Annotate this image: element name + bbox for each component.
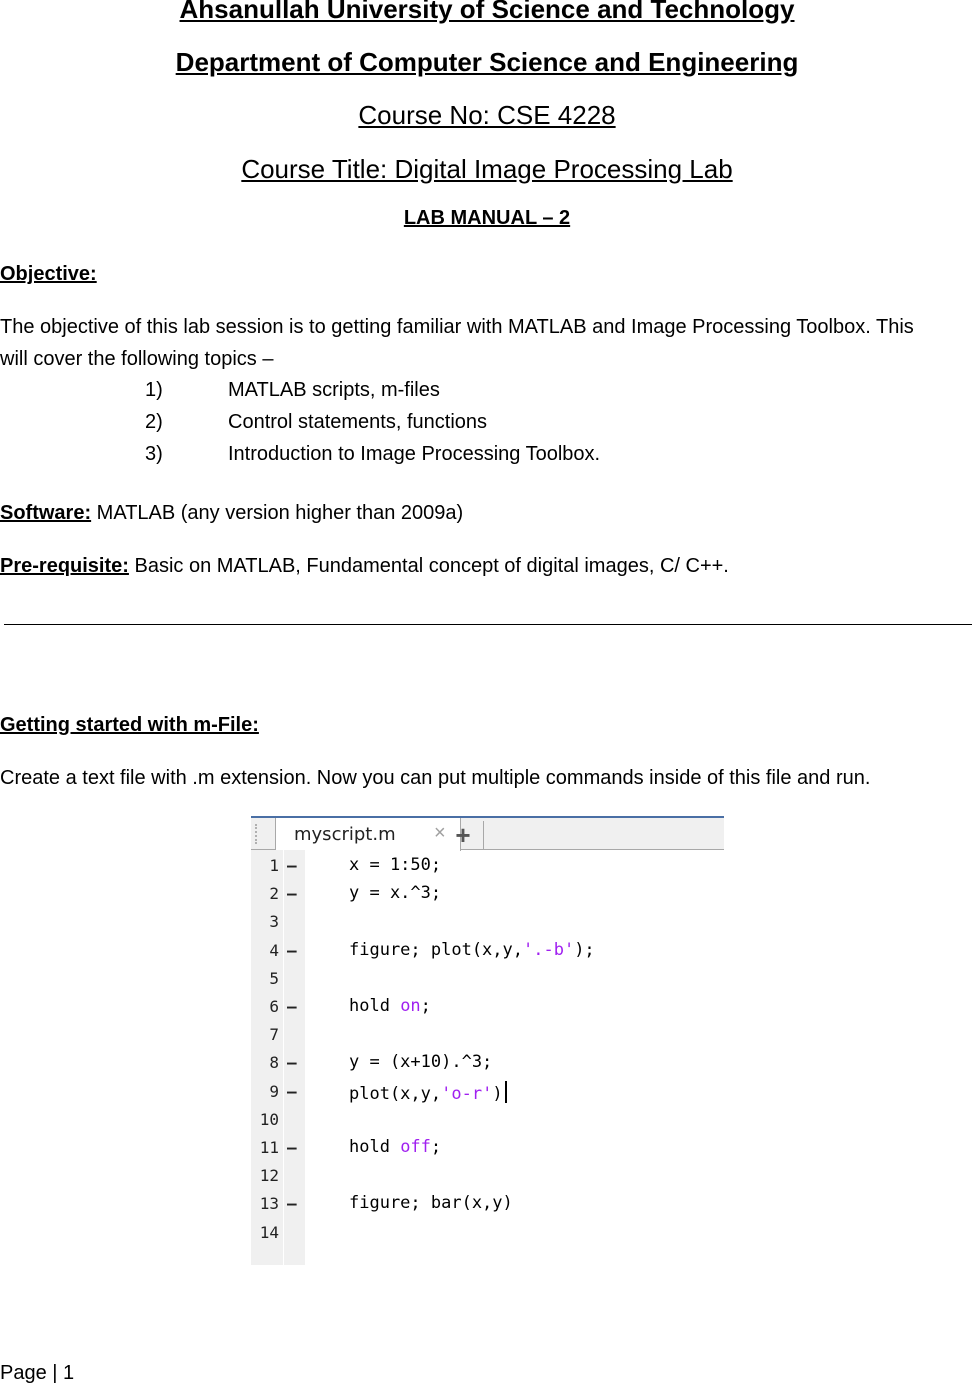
code-line (349, 1081, 507, 1104)
objective-heading: Objective: (0, 263, 97, 285)
code-line (349, 1137, 441, 1157)
line-number: 13 (259, 1194, 279, 1214)
code-text: plot(x,y, (349, 1083, 442, 1104)
topic-number: 1) (145, 379, 163, 401)
code-line (349, 940, 595, 960)
line-number: 2 (269, 884, 279, 904)
line-number: 6 (269, 997, 279, 1016)
code-line (349, 996, 431, 1016)
objective-line-2: will cover the following topics – (0, 348, 274, 370)
code-text: hold (349, 1137, 401, 1157)
line-number: 8 (269, 1053, 279, 1073)
prerequisite-text: Basic on MATLAB, Fundamental concept of digital images, C/ C++. (128, 555, 729, 577)
software-text: MATLAB (any version higher than 2009a) (91, 502, 464, 524)
line-number: 11 (259, 1138, 279, 1157)
breakpoint-dash: – (287, 1138, 297, 1157)
university-title: Ahsanullah University of Science and Technology (179, 0, 795, 24)
code-text: y = (x+10).^3; (349, 1052, 493, 1073)
page-number: Page | 1 (0, 1362, 75, 1384)
code-line (349, 855, 441, 875)
code-string: 'o-r' (441, 1083, 493, 1104)
line-number: 1 (269, 856, 279, 875)
code-text: ; (420, 996, 431, 1016)
line-number: 9 (269, 1081, 279, 1101)
code-line (349, 883, 441, 903)
prerequisite-label: Pre-requisite: (0, 555, 129, 577)
topic-number: 2) (145, 411, 163, 433)
line-number: 12 (259, 1166, 279, 1186)
code-text: ) (492, 1083, 503, 1104)
gutter-separator (283, 850, 284, 1265)
code-text: ); (574, 939, 595, 960)
prerequisite-line (0, 550, 729, 582)
code-line (349, 1193, 513, 1213)
line-number: 4 (269, 940, 279, 960)
software-line (0, 497, 463, 529)
code-text: hold (349, 996, 401, 1016)
breakpoint-dash: – (287, 1194, 297, 1214)
department-title: Department of Computer Science and Engineering (175, 47, 799, 77)
topic-number: 3) (145, 443, 163, 465)
breakpoint-dash: – (287, 1053, 297, 1073)
code-string: off (400, 1137, 431, 1157)
course-number: Course No: CSE 4228 (358, 100, 616, 130)
code-string: on (400, 996, 421, 1016)
lab-manual-title: LAB MANUAL – 2 (403, 207, 571, 229)
breakpoint-dash: – (287, 884, 297, 904)
code-text: figure; plot(x,y, (349, 939, 523, 960)
breakpoint-dash: – (287, 940, 297, 960)
mfile-heading: Getting started with m-File: (0, 714, 259, 736)
drag-grip-icon (255, 824, 263, 844)
line-number: 5 (269, 968, 279, 988)
breakpoint-dash: – (287, 856, 297, 875)
course-title: Course Title: Digital Image Processing Lab (241, 154, 733, 184)
code-text: x = 1:50; (349, 855, 442, 875)
line-number: 7 (269, 1025, 279, 1045)
code-string: '.-b' (523, 939, 575, 960)
close-icon: × (434, 822, 446, 844)
tab-label: myscript.m (294, 824, 396, 845)
horizontal-divider (4, 624, 972, 625)
topic-text: Control statements, functions (228, 411, 488, 433)
software-label: Software: (0, 502, 92, 524)
line-number: 14 (259, 1222, 279, 1242)
line-number: 10 (259, 1109, 279, 1129)
code-line (349, 1052, 492, 1072)
mfile-description: Create a text file with .m extension. Now you can put multiple commands inside of this file and run. (0, 767, 871, 789)
tab-myscript (275, 818, 461, 851)
topic-text: MATLAB scripts, m-files (228, 379, 440, 401)
editor-tab-bar (251, 816, 724, 850)
text-cursor (505, 1081, 507, 1103)
objective-line-1: The objective of this lab session is to getting familiar with MATLAB and Image Processing Toolbox. This (0, 316, 914, 338)
topic-text: Introduction to Image Processing Toolbox. (228, 443, 601, 465)
add-tab-icon: + (443, 821, 484, 849)
code-text: figure; bar(x,y) (349, 1193, 513, 1214)
breakpoint-dash: – (287, 997, 297, 1016)
code-text: ; (430, 1137, 442, 1157)
code-text: y = x.^3; (349, 883, 442, 904)
matlab-editor-screenshot (251, 816, 724, 1265)
breakpoint-dash: – (287, 1081, 297, 1101)
line-number: 3 (269, 912, 279, 932)
